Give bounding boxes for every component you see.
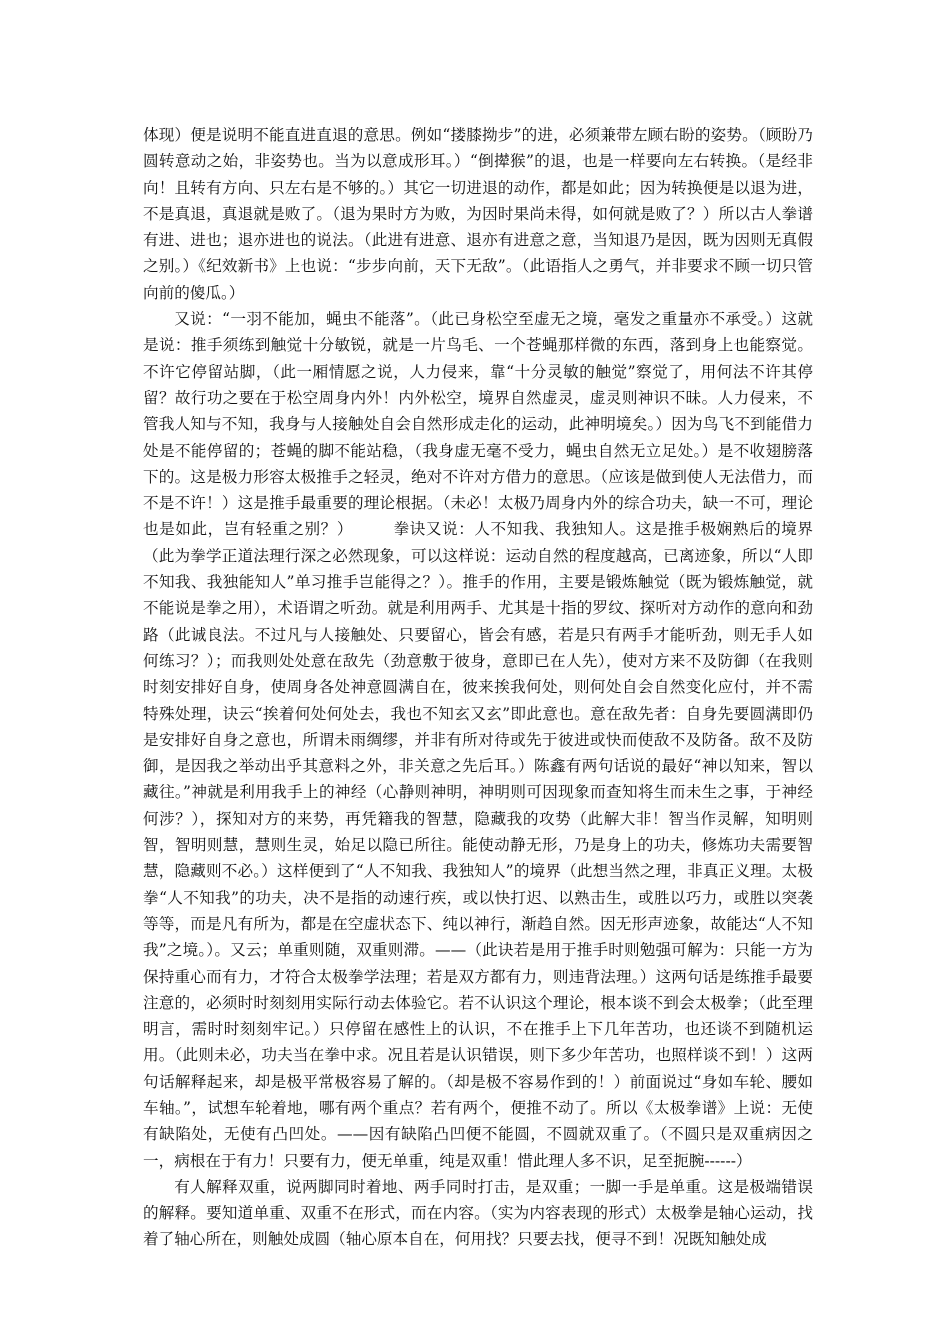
paragraph-2: 又说：“一羽不能加，蝇虫不能落”。（此已身松空至虚无之境，毫发之重量亦不承受。）这就是说：推手须练到触觉十分敏锐，就是一片鸟毛、一个苍蝇那样微的东西，落到身上也能察觉。不许它停留站脚，（此一厢情愿之说，人力侵来，靠“十分灵敏的触觉”察觉了，用何法不许其停留？故行功之要在于松空周身内外！内外松空，境界自然虚灵，虚灵则神识不昧。人力侵来，不管我人知与不知，我身与人接触处自会自然形成走化的运动，此神明境矣。）因为鸟飞不到能借力处是不能停留的；苍蝇的脚不能站稳，（我身虚无毫不受力，蝇虫自然无立足处。）是不收翅膀落下的。这是极力形容太极推手之轻灵，绝对不许对方借力的意思。（应该是做到使人无法借力，而不是不许！）这是推手最重要的理论根据。（未必！太极乃周身内外的综合功夫，缺一不可，理论也是如此，岂有轻重之别？） 拳诀又说：人不知我、我独知人。这是推手极娴熟后的境界（此为拳学正道法理行深之必然现象，可以这样说：运动自然的程度越高，已离迹象，所以“人即不知我、我独能知人”单习推手岂能得之？）。推手的作用，主要是锻炼触觉（既为锻炼触觉，就不能说是拳之用），术语谓之听劲。就是利用两手、尤其是十指的罗纹、探听对方动作的意向和劲路（此诚良法。不过凡与人接触处、只要留心，皆会有感，若是只有两手才能听劲，则无手人如何练习？）；而我则处处意在敌先（劲意敷于彼身，意即已在人先），使对方来不及防御（在我则时刻安排好自身，使周身各处神意圆满自在，彼来挨我何处，则何处自会自然变化应付，并不需特殊处理，诀云“挨着何处何处去，我也不知玄又玄”即此意也。意在敌先者：自身先要圆满即仍是安排好自身之意也，所谓未雨绸缪，并非有所对待或先于彼进或快而使敌不及防备。敌不及防御，是因我之举动出乎其意料之外，非关意之先后耳。）陈鑫有两句话说的最好“神以知来，智以藏往。”神就是利用我手上的神经（心静则神明，神明则可因现象而查知将生而未生之事，于神经何涉？），探知对方的来势，再凭籍我的智慧，隐藏我的攻势（此解大非！智当作灵解，知明则智，智明则慧，慧则生灵，始足以隐已所往。能使动静无形，乃是身上的功夫，修炼功夫需要智慧，隐藏则不必。）这样便到了“人不知我、我独知人”的境界（此想当然之理，非真正义理。太极拳“人不知我”的功夫，决不是指的动速行疾，或以快打迟、以熟击生，或胜以巧力，或胜以突袭等等，而是凡有所为，都是在空虚状态下、纯以神行，渐趋自然。因无形声迹象，故能达“人不知我”之境。）。又云；单重则随，双重则滞。——（此诀若是用于推手时则勉强可解为：只能一方为保持重心而有力，才符合太极拳学法理；若是双方都有力，则违背法理。）这两句话是练推手最要注意的，必须时时刻刻用实际行动去体验它。若不认识这个理论，根本谈不到会太极拳；（此至理明言，需时时刻刻牢记。）只停留在感性上的认识，不在推手上下几年苦功，也还谈不到随机运用。（此则未必，功夫当在拳中求。况且若是认识错误，则下多少年苦功，也照样谈不到！）这两句话解释起来，却是极平常极容易了解的。（却是极不容易作到的！）前面说过“身如车轮、腰如车轴。”，试想车轮着地，哪有两个重点？若有两个，便推不动了。所以《太极拳谱》上说：无使有缺陷处，无使有凸凹处。——因有缺陷凸凹便不能圆，不圆就双重了。（不圆只是双重病因之一，病根在于有力！只要有力，便无单重，纯是双重！惜此理人多不识，足至扼腕------） bbox=[143, 310, 813, 1170]
paragraph-1: 体现）便是说明不能直进直退的意思。例如“搂膝拗步”的进，必须兼带左顾右盼的姿势。（顾盼乃圆转意动之始，非姿势也。当为以意成形耳。）“倒撵猴”的退，也是一样要向左右转换。（是经非向！且转有方向、只左右是不够的。）其它一切进退的动作，都是如此；因为转换便是以退为进，不是真退，真退就是败了。（退为果时方为败，为因时果尚未得，如何就是败了？）所以古人拳谱有进、进也；退亦进也的说法。（此进有进意、退亦有进意之意，当知退乃是因，既为因则无真假之别。）《纪效新书》上也说：“步步向前，天下无敌”。（此语指人之勇气，并非要求不顾一切只管向前的傻瓜。） bbox=[143, 126, 813, 302]
paragraph-3: 有人解释双重，说两脚同时着地、两手同时打击，是双重；一脚一手是单重。这是极端错误的解释。要知道单重、双重不在形式，而在内容。（实为内容表现的形式）太极拳是轴心运动，找着了轴心所在，则触处成圆（轴心原本自在，何用找？只要去找，便寻不到！况既知触处成 bbox=[143, 1177, 813, 1249]
body-text bbox=[143, 122, 813, 1253]
